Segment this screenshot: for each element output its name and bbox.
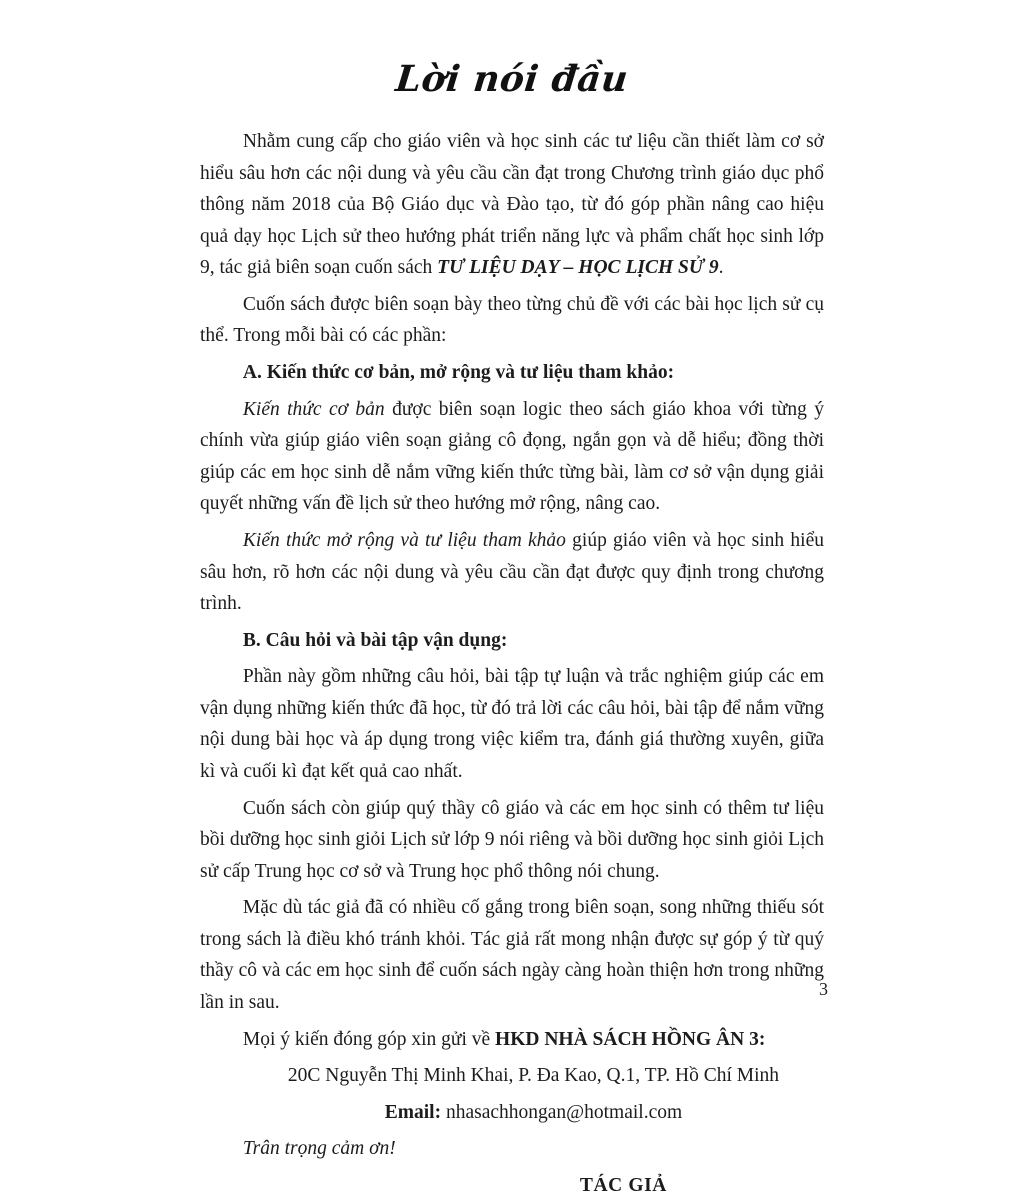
section-a-paragraph-2 (200, 525, 824, 620)
paragraph-intro-period: . (718, 257, 724, 279)
closing-signature: TÁC GIẢ (579, 1174, 667, 1196)
book-title: TƯ LIỆU DẠY – HỌC LỊCH SỬ 9 (437, 257, 719, 279)
section-b-paragraph-2: Cuốn sách còn giúp quý thầy cô giáo và các em học sinh có thêm tư liệu bồi dưỡng học sinh giỏi Lịch sử lớp 9 nói riêng và bồi dưỡng học sinh giỏi Lịch sử cấp Trung học cơ sở và Trung học phổ thông nói chung. (200, 797, 824, 882)
closing-thanks: Trân trọng cảm ơn! (242, 1138, 396, 1160)
contact-intro-text: Mọi ý kiến đóng góp xin gửi về (242, 1028, 496, 1050)
contact-company: HKD NHÀ SÁCH HỒNG ÂN 3: (495, 1028, 766, 1050)
paragraph-intro-text: Nhằm cung cấp cho giáo viên và học sinh các tư liệu cần thiết làm cơ sở hiểu sâu hơn các nội dung và yêu cầu cần đạt trong Chương trình giáo dục phổ thông năm 2018 của Bộ Giáo dục và Đào tạo, từ đó góp phần nâng cao hiệu quả dạy học Lịch sử theo hướng phát triển năng lực và phẩm chất học sinh lớp 9, tác giả biên soạn cuốn sách (200, 131, 824, 279)
contact-intro (200, 1024, 824, 1056)
section-a-paragraph-1 (200, 394, 824, 520)
term-kien-thuc-co-ban: Kiến thức cơ bản (242, 398, 385, 420)
page-title: Lời nói đầu (393, 58, 631, 100)
contact-address: 20C Nguyễn Thị Minh Khai, P. Đa Kao, Q.1, TP. Hồ Chí Minh (287, 1065, 780, 1087)
contact-email-label: Email: (384, 1101, 442, 1123)
section-b-paragraph-3: Mặc dù tác giả đã có nhiều cố gắng trong biên soạn, song những thiếu sót trong sách là điều khó tránh khỏi. Tác giả rất mong nhận được sự góp ý từ quý thầy cô và các em học sinh để cuốn sách ngày càng hoàn thiện hơn trong những lần in sau. (200, 897, 824, 1014)
section-a-paragraph-1-text: được biên soạn logic theo sách giáo khoa với từng ý chính vừa giúp giáo viên soạn giảng cô đọng, ngắn gọn và dễ hiểu; đồng thời giúp các em học sinh dễ nắm vững kiến thức từng bài, làm cơ sở vận dụng giải quyết những vấn đề lịch sử theo hướng mở rộng, nâng cao. (200, 398, 824, 515)
section-a-heading: A. Kiến thức cơ bản, mở rộng và tư liệu tham khảo: (242, 362, 675, 384)
paragraph-structure: Cuốn sách được biên soạn bày theo từng chủ đề với các bài học lịch sử cụ thể. Trong mỗi bài có các phần: (200, 293, 824, 347)
section-b-paragraph-1: Phần này gồm những câu hỏi, bài tập tự luận và trắc nghiệm giúp các em vận dụng những kiến thức đã học, từ đó trả lời các câu hỏi, bài tập để nắm vững nội dung bài học và áp dụng trong việc kiểm tra, đánh giá thường xuyên, giữa kì và cuối kì đạt kết quả cao nhất. (200, 666, 824, 782)
section-b-heading: B. Câu hỏi và bài tập vận dụng: (242, 629, 508, 651)
contact-email (200, 1097, 824, 1129)
page-number: 3 (819, 979, 828, 999)
document-body (200, 126, 824, 1202)
paragraph-intro (200, 126, 824, 284)
contact-email-value: nhasachhongan@hotmail.com (441, 1101, 683, 1123)
section-a-paragraph-2-text: giúp giáo viên và học sinh hiểu sâu hơn, rõ hơn các nội dung và yêu cầu cần đạt được quy định trong chương trình. (200, 529, 824, 615)
term-kien-thuc-mo-rong: Kiến thức mở rộng và tư liệu tham khảo (242, 529, 566, 551)
